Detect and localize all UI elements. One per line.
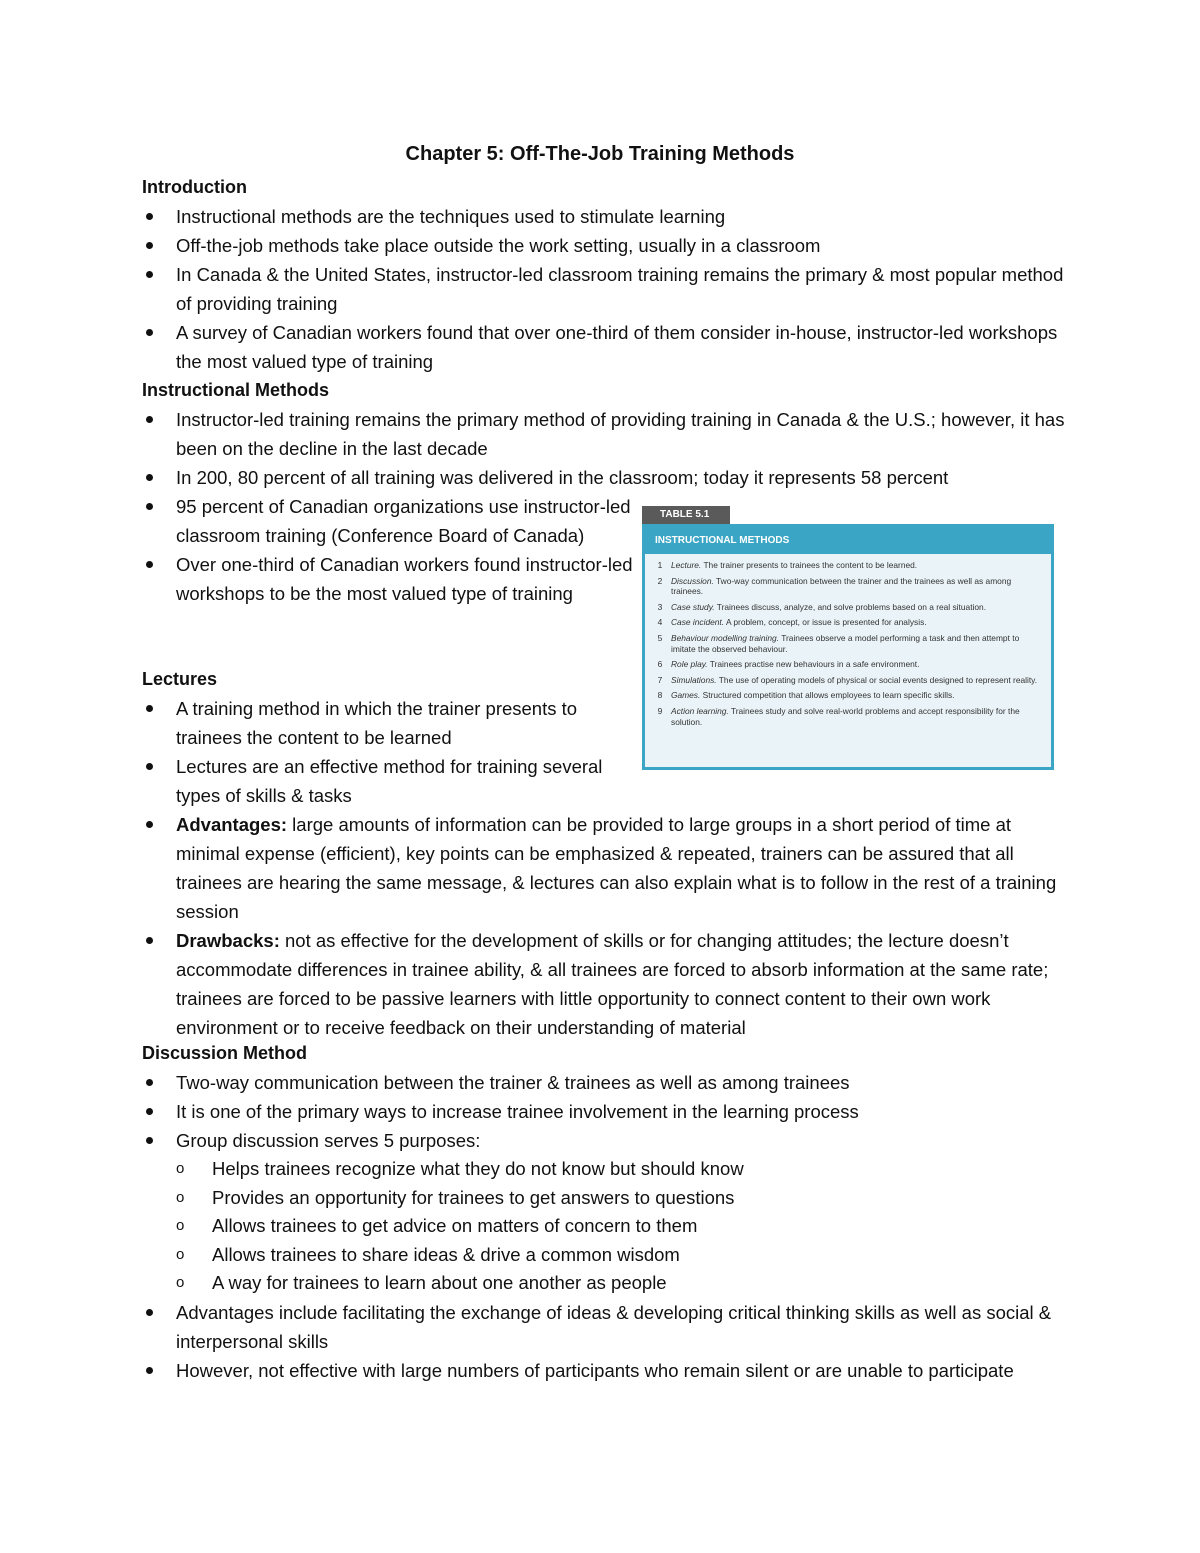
table-row bbox=[645, 675, 1051, 686]
row-desc: Trainees observe a model performing a task and then attempt to imitate the observed behaviour. bbox=[671, 632, 1020, 654]
row-desc: The trainer presents to trainees the content to be learned. bbox=[701, 560, 918, 570]
list-item: However, not effective with large numbers of participants who remain silent or are unable to participate bbox=[142, 1356, 1072, 1385]
advantages-text: large amounts of information can be provided to large groups in a short period of time at minimal expense (efficient), key points can be emphasized & repeated, trainers can be assured that all trainees are hearing the same message, & lectures can also explain what is to follow in the rest of a training session bbox=[176, 814, 1057, 922]
table-header: INSTRUCTIONAL METHODS bbox=[645, 527, 1051, 554]
row-number: 5 bbox=[657, 632, 663, 643]
list-item: Advantages include facilitating the exchange of ideas & developing critical thinking skills as well as social & interpersonal skills bbox=[142, 1298, 1072, 1356]
row-number: 2 bbox=[657, 575, 663, 586]
sub-list-item: o Helps trainees recognize what they do not know but should know bbox=[142, 1155, 1072, 1184]
row-number: 8 bbox=[657, 690, 663, 701]
heading-instructional-methods: Instructional Methods bbox=[142, 380, 330, 400]
list-item: Off-the-job methods take place outside the work setting, usually in a classroom bbox=[142, 231, 1072, 260]
table-row bbox=[645, 633, 1051, 654]
row-term: Simulations. bbox=[671, 674, 717, 685]
heading-introduction: Introduction bbox=[142, 177, 247, 197]
list-item: 95 percent of Canadian organizations use instructor-led classroom training (Conference Board of Canada) bbox=[142, 492, 636, 550]
row-desc: The use of operating models of physical or social events designed to represent reality. bbox=[716, 674, 1038, 685]
table-row bbox=[645, 690, 1051, 701]
list-item-drawbacks bbox=[142, 926, 1072, 1042]
row-desc: A problem, concept, or issue is presented for analysis. bbox=[724, 617, 927, 628]
row-term: Games. bbox=[671, 690, 701, 701]
page-title: Chapter 5: Off-The-Job Training Methods bbox=[405, 143, 795, 165]
list-item: Group discussion serves 5 purposes: bbox=[142, 1126, 1072, 1155]
list-item: A survey of Canadian workers found that over one-third of them consider in-house, instructor-led workshops the most valued type of training bbox=[142, 318, 1072, 376]
row-term: Role play. bbox=[671, 659, 708, 670]
sub-list-item: o Allows trainees to get advice on matters of concern to them bbox=[142, 1212, 1072, 1241]
row-term: Action learning. bbox=[671, 705, 729, 716]
row-desc: Trainees study and solve real-world problems and accept responsibility for the solution. bbox=[671, 705, 1020, 727]
table-figure bbox=[642, 506, 1054, 770]
advantages-label: Advantages: bbox=[176, 814, 288, 835]
list-item: Over one-third of Canadian workers found instructor-led workshops to be the most valued type of training bbox=[142, 550, 636, 608]
table-row bbox=[645, 659, 1051, 670]
sub-list-item: o Provides an opportunity for trainees to get answers to questions bbox=[142, 1184, 1072, 1213]
drawbacks-text: not as effective for the development of skills or for changing attitudes; the lecture doesn’t accommodate differences in trainee ability, & all trainees are forced to absorb information at the same rate; trainees are forced to be passive learners with little opportunity to connect content to their own work environment or to receive feedback on their understanding of material bbox=[176, 930, 1049, 1038]
row-number: 1 bbox=[657, 560, 663, 570]
row-term: Case study. bbox=[671, 601, 715, 612]
list-item: Lectures are an effective method for training several types of skills & tasks bbox=[142, 752, 636, 810]
table-row bbox=[645, 617, 1051, 628]
list-item: Instructor-led training remains the primary method of providing training in Canada & the U.S.; however, it has been on the decline in the last decade bbox=[142, 405, 1072, 463]
row-number: 7 bbox=[657, 674, 663, 685]
row-desc: Trainees practise new behaviours in a safe environment. bbox=[707, 659, 920, 670]
list-item: It is one of the primary ways to increase trainee involvement in the learning process bbox=[142, 1097, 1072, 1126]
heading-lectures: Lectures bbox=[142, 669, 218, 689]
section-introduction bbox=[142, 173, 1072, 376]
table-row bbox=[645, 576, 1051, 597]
table-row bbox=[645, 602, 1051, 613]
row-term: Lecture. bbox=[671, 560, 702, 570]
row-desc: Structured competition that allows employees to learn specific skills. bbox=[700, 690, 955, 701]
discussion-list-bottom bbox=[142, 1298, 1072, 1385]
list-item: A training method in which the trainer presents to trainees the content to be learned bbox=[142, 694, 636, 752]
table-row bbox=[645, 560, 1051, 571]
section-discussion-method bbox=[142, 1039, 1072, 1385]
list-item: Instructional methods are the techniques used to stimulate learning bbox=[142, 202, 1072, 231]
row-term: Case incident. bbox=[671, 617, 725, 628]
row-number: 6 bbox=[657, 659, 663, 670]
row-term: Discussion. bbox=[671, 575, 714, 586]
list-item: In Canada & the United States, instructor-led classroom training remains the primary & most popular method of providing training bbox=[142, 260, 1072, 318]
introduction-list bbox=[142, 202, 1072, 376]
row-term: Behaviour modelling training. bbox=[671, 632, 780, 643]
sub-list-item: o Allows trainees to share ideas & drive a common wisdom bbox=[142, 1241, 1072, 1270]
heading-discussion-method: Discussion Method bbox=[142, 1043, 308, 1063]
row-number: 9 bbox=[657, 705, 663, 716]
row-desc: Two-way communication between the trainer and the trainees as well as among trainees. bbox=[671, 575, 1012, 597]
row-number: 4 bbox=[657, 617, 663, 628]
list-item: Two-way communication between the trainer & trainees as well as among trainees bbox=[142, 1068, 1072, 1097]
table-tag: TABLE 5.1 bbox=[642, 506, 730, 524]
list-item: In 200, 80 percent of all training was delivered in the classroom; today it represents 58 percent bbox=[142, 463, 1072, 492]
row-desc: Trainees discuss, analyze, and solve problems based on a real situation. bbox=[714, 601, 987, 612]
table-row bbox=[645, 706, 1051, 727]
row-number: 3 bbox=[657, 601, 663, 612]
purposes-list bbox=[142, 1155, 1072, 1298]
list-item-advantages bbox=[142, 810, 1072, 926]
table-box bbox=[642, 524, 1054, 770]
drawbacks-label: Drawbacks: bbox=[176, 930, 280, 951]
discussion-list bbox=[142, 1068, 1072, 1155]
sub-list-item: o A way for trainees to learn about one another as people bbox=[142, 1269, 1072, 1298]
